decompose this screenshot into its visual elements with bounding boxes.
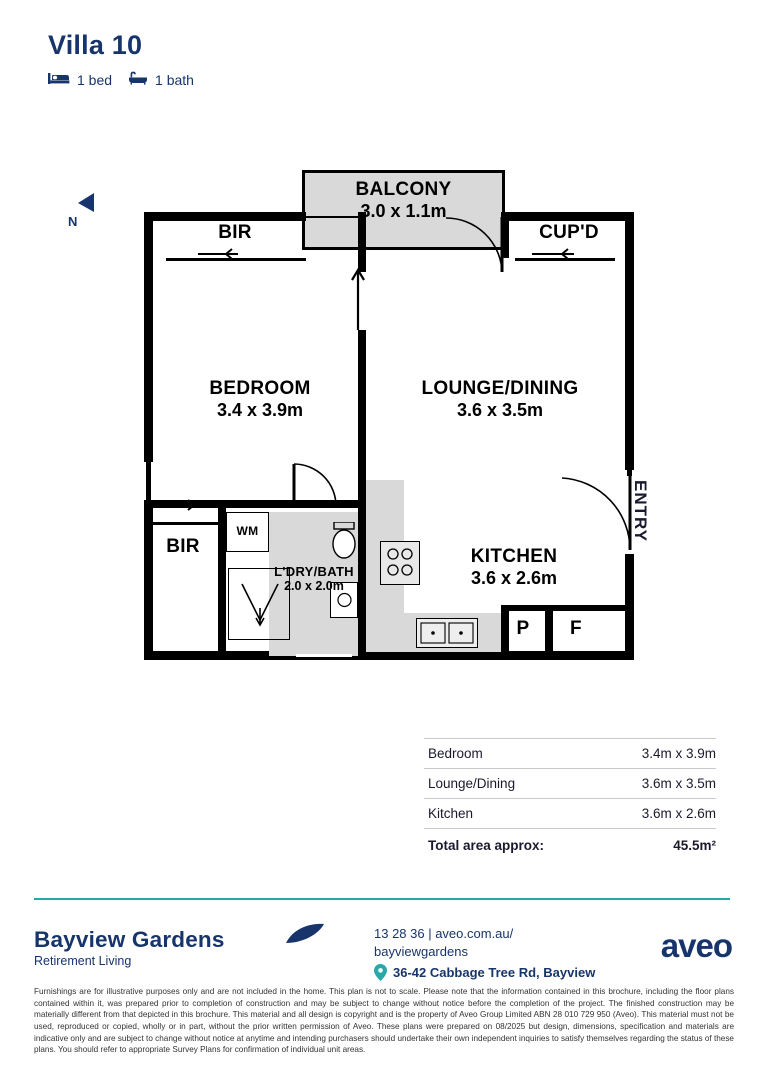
bir-bottom-track (150, 522, 218, 525)
label-cupd: CUP'D (539, 222, 599, 243)
bath-icon (128, 71, 148, 88)
address-text: 36-42 Cabbage Tree Rd, Bayview (393, 965, 596, 981)
room-label-laundry-bath: L'DRY/BATH 2.0 x 2.0m (274, 564, 354, 594)
area-row-label: Bedroom (428, 746, 483, 761)
property-specs (48, 71, 194, 88)
wall-left-upper (144, 212, 153, 462)
address-line (374, 964, 595, 982)
brand-subtitle: Retirement Living (34, 954, 132, 968)
room-label-lounge-dining: LOUNGE/DINING 3.6 x 3.5m (421, 378, 579, 421)
wall-top-left (144, 212, 306, 221)
bed-spec (48, 71, 112, 88)
phone-web-line[interactable]: 13 28 36 | aveo.com.au/ (374, 926, 514, 941)
bir-bottom-arrow-icon (162, 497, 206, 513)
footer (34, 915, 734, 987)
label-bir-bottom: BIR (166, 536, 200, 557)
table-row (424, 769, 716, 799)
entry-door-swing (560, 472, 636, 556)
room-label-balcony: BALCONY 3.0 x 1.1m (355, 179, 452, 222)
wm-label: WM (236, 524, 259, 538)
total-area-value: 45.5m² (673, 838, 716, 853)
bir-top-arrow-icon (196, 246, 238, 262)
balcony-access-arrow-icon (348, 268, 368, 330)
map-pin-icon (374, 964, 387, 981)
brand-block (34, 927, 225, 968)
room-label-bedroom: BEDROOM 3.4 x 3.9m (209, 378, 311, 421)
compass-north-label: N (68, 214, 78, 229)
room-label-kitchen: KITCHEN 3.6 x 2.6m (470, 546, 558, 589)
area-row-value: 3.6m x 3.5m (641, 776, 716, 791)
label-entry: ENTRY (631, 480, 650, 542)
leaf-icon (284, 923, 326, 945)
bed-icon (48, 71, 70, 88)
table-row (424, 799, 716, 829)
balcony-door-swing (440, 216, 510, 284)
toilet-icon (328, 522, 360, 566)
footer-divider (34, 898, 730, 900)
table-row-total (424, 829, 716, 860)
table-row (424, 738, 716, 769)
label-pantry: P (516, 618, 530, 639)
wall-p-f (545, 605, 553, 660)
wall-left-lower (144, 508, 153, 660)
area-row-value: 3.6m x 2.6m (641, 806, 716, 821)
bath-spec (128, 71, 194, 88)
bath-label: 1 bath (155, 71, 194, 88)
contact-block (374, 925, 595, 982)
label-fridge: F (570, 618, 582, 639)
floor-plan (0, 150, 764, 680)
cupd-arrow-icon (530, 246, 574, 262)
wall-pf-top (501, 605, 634, 611)
lounge-window (627, 460, 632, 476)
cooktop-burners-icon (384, 545, 416, 581)
total-area-label: Total area approx: (428, 838, 545, 853)
bedroom-window (146, 462, 151, 508)
sink-bowls-icon (420, 622, 474, 644)
page-title: Villa 10 (48, 30, 143, 60)
area-row-label: Lounge/Dining (428, 776, 516, 791)
laundry-door-opening (296, 654, 352, 657)
bed-label: 1 bed (77, 71, 113, 88)
label-bir-top: BIR (218, 222, 252, 243)
web-line[interactable]: bayviewgardens (374, 943, 468, 959)
bedroom-door-swing (280, 462, 360, 508)
compass (68, 190, 102, 229)
wall-top-right (501, 212, 634, 221)
wall-laundry-left (218, 508, 226, 660)
area-row-value: 3.4m x 3.9m (641, 746, 716, 761)
aveo-logo: aveo (660, 927, 732, 964)
disclaimer-text: Furnishings are for illustrative purposes only and are not included in the home. This plan is not to scale. Please note that the information contained in this brochure, including the floor plans contained within it, was prepared prior to completion of construction and may be subject to change without notice before the completion of the project. The finished construction may be materially different from that depicted in this brochure. This material and all design is copyright and is the property of Aveo Group Limited ABN 28 010 729 950 (Aveo). This material must not be used, reproduced or copied, wholly or in part, without the prior written permission of Aveo. These plans were prepared on 08/2025 but design, dimensions, specification and materials are indicative only and are subject to change without notice at anytime and intending purchasers should undertake their own independent inquiries to satisfy themselves regarding the status of these plans. You should refer to appropriate Survey Plans for confirmation of individual unit areas. (34, 987, 734, 1055)
area-schedule-table (424, 738, 716, 860)
area-row-label: Kitchen (428, 806, 474, 821)
wall-right-upper (625, 212, 634, 470)
plan-header (48, 30, 194, 88)
brand-name: Bayview Gardens (34, 927, 225, 952)
